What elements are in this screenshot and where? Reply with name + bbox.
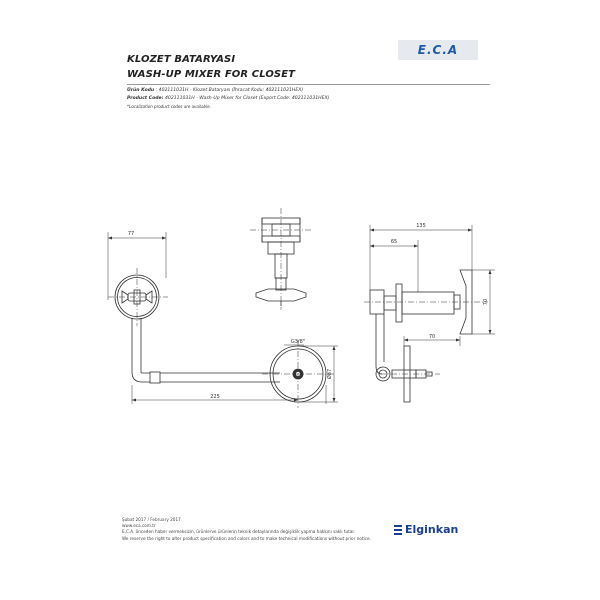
dim-77: 77 <box>127 231 135 237</box>
product-code-en-label: Product Code: <box>127 96 164 101</box>
footer-date: Şubat 2017 / February 2017 <box>122 517 181 522</box>
product-code-tr-value: : 402111031H - Klozet Bataryası (İhracat Kodu: 402111031HEX) <box>155 88 304 93</box>
localization-note: *Localization product codes are available. <box>127 104 211 109</box>
dim-87: Ø87 <box>327 368 333 380</box>
product-title-en: WASH-UP MIXER FOR CLOSET <box>127 69 296 80</box>
dim-70-horizontal: 70 <box>428 334 436 340</box>
product-title-tr: KLOZET BATARYASI <box>127 54 236 65</box>
product-code-tr-label: Ürün Kodu <box>127 88 155 93</box>
eca-logo: E.C.A <box>417 43 459 57</box>
dim-65: 65 <box>390 239 398 245</box>
elginkan-mark-icon <box>394 525 402 535</box>
side-view <box>370 270 472 402</box>
connecting-pipe <box>132 318 280 383</box>
dim-g38: G3/8" <box>290 339 306 345</box>
footer-note-en: We reserve the right to alter product specification and colors and to make technical modifications without prior notice. <box>122 536 371 541</box>
footer-note-tr: E.C.A. önceden haber vermeksizin, ürünlerve ürünlerin teknik detaylarında değişiklik yapma hakkını saklı tutar. <box>122 529 356 534</box>
dim-225: 225 <box>210 394 220 400</box>
dim-135: 135 <box>416 223 426 229</box>
footer-url[interactable]: www.eca.com.tr <box>122 523 156 528</box>
product-code-en-value: 402111031H - Wash-Up Mixer for Closet (Export Code: 402111031HEX) <box>164 96 330 101</box>
dim-70-vertical: 70 <box>483 298 489 306</box>
elginkan-logo: Elginkan <box>405 523 459 536</box>
